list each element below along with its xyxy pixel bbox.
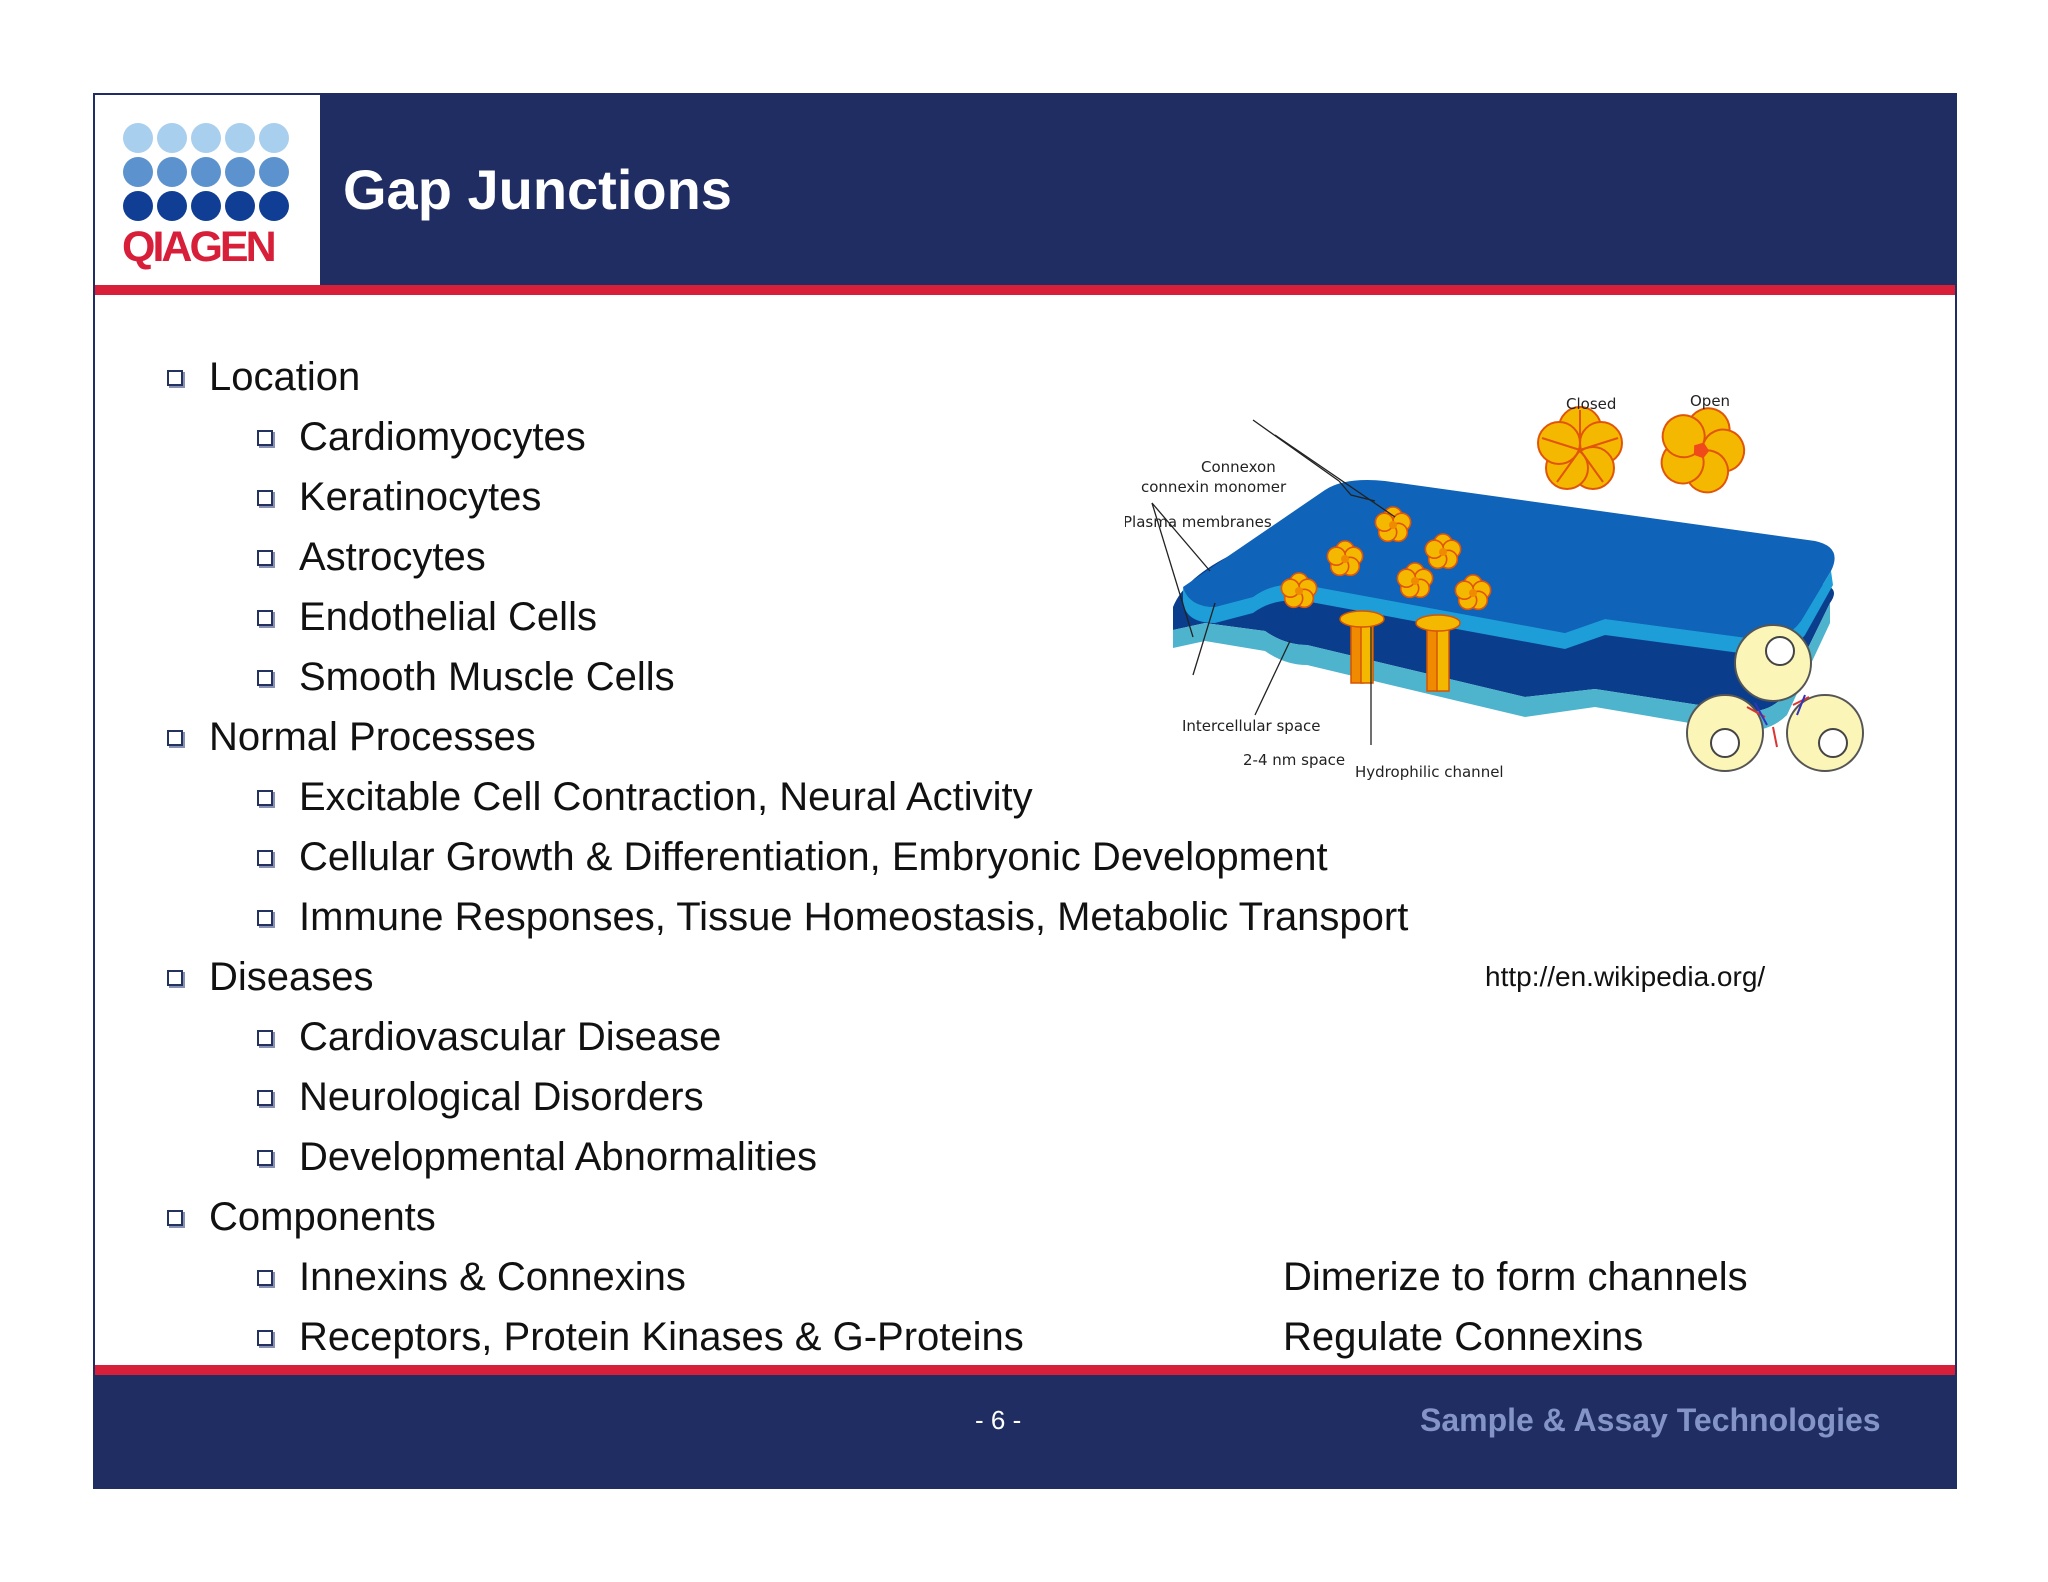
- bullet-normal-processes: [167, 715, 536, 760]
- checkbox-bullet-icon: [167, 970, 183, 986]
- qiagen-logo: [95, 95, 320, 285]
- checkbox-bullet-icon: [257, 550, 273, 566]
- checkbox-bullet-icon: [167, 1210, 183, 1226]
- sub-bullet-text: Cardiovascular Disease: [299, 1015, 722, 1059]
- checkbox-bullet-icon: [167, 370, 183, 386]
- sub-bullet: [257, 1315, 1024, 1360]
- sub-bullet: [257, 1075, 704, 1120]
- sub-bullet-text: Immune Responses, Tissue Homeostasis, Metabolic Transport: [299, 895, 1409, 939]
- label-closed: Closed: [1566, 395, 1617, 413]
- checkbox-bullet-icon: [257, 910, 273, 926]
- logo-wordmark: QIAGEN: [122, 223, 274, 271]
- sub-bullet-text: Cellular Growth & Differentiation, Embryonic Development: [299, 835, 1328, 879]
- sub-bullet-text: Neurological Disorders: [299, 1075, 704, 1119]
- slide-title: Gap Junctions: [343, 158, 732, 221]
- slide: [93, 93, 1957, 1489]
- sub-bullet-text: Developmental Abnormalities: [299, 1135, 818, 1179]
- sub-bullet: [257, 1015, 721, 1060]
- checkbox-bullet-icon: [257, 490, 273, 506]
- open-connexon-icon: [1648, 395, 1755, 501]
- sub-bullet: [257, 415, 586, 460]
- bullet-components: [167, 1195, 436, 1240]
- bullet-text: Normal Processes: [209, 715, 536, 759]
- checkbox-bullet-icon: [257, 1030, 273, 1046]
- checkbox-bullet-icon: [257, 1270, 273, 1286]
- sub-bullet-text: Smooth Muscle Cells: [299, 655, 675, 699]
- sub-bullet: [257, 475, 541, 520]
- checkbox-bullet-icon: [257, 1090, 273, 1106]
- sub-bullet: [257, 1135, 817, 1180]
- checkbox-bullet-icon: [257, 850, 273, 866]
- label-hydrophilic-channel: Hydrophilic channel: [1355, 763, 1504, 781]
- header-red-stripe: [95, 285, 1955, 295]
- label-intercellular-space: Intercellular space: [1182, 717, 1321, 735]
- sub-bullet: [257, 775, 1033, 820]
- sub-bullet-text: Astrocytes: [299, 535, 486, 579]
- checkbox-bullet-icon: [257, 1330, 273, 1346]
- header-bar: [95, 95, 1955, 285]
- sub-bullet: [257, 1255, 686, 1300]
- side-note-regulate: Regulate Connexins: [1283, 1315, 1644, 1359]
- image-credit-link[interactable]: http://en.wikipedia.org/: [1485, 961, 1766, 992]
- closed-connexon-icon: [1538, 407, 1622, 489]
- sub-bullet-text: Innexins & Connexins: [299, 1255, 686, 1299]
- sub-bullet-text: Keratinocytes: [299, 475, 542, 519]
- label-connexon: Connexon: [1201, 458, 1276, 476]
- label-plasma-membranes: Plasma membranes: [1125, 513, 1272, 531]
- bullet-text: Location: [209, 355, 361, 399]
- checkbox-bullet-icon: [257, 670, 273, 686]
- label-connexin-monomer: connexin monomer: [1141, 478, 1287, 496]
- checkbox-bullet-icon: [257, 790, 273, 806]
- bullet-text: Diseases: [209, 955, 374, 999]
- checkbox-bullet-icon: [257, 610, 273, 626]
- checkbox-bullet-icon: [257, 1150, 273, 1166]
- checkbox-bullet-icon: [257, 430, 273, 446]
- sub-bullet: [257, 535, 486, 580]
- logo-dots-icon: [123, 123, 293, 225]
- page-number: - 6 -: [975, 1405, 1022, 1435]
- bullet-diseases: [167, 955, 374, 1000]
- footer-brand: Sample & Assay Technologies: [1420, 1402, 1881, 1438]
- bullet-location: [167, 355, 360, 400]
- label-nm-space: 2-4 nm space: [1243, 751, 1346, 769]
- sub-bullet-text: Receptors, Protein Kinases & G-Proteins: [299, 1315, 1024, 1359]
- side-note-dimerize: Dimerize to form channels: [1283, 1255, 1748, 1299]
- sub-bullet: [257, 835, 1328, 880]
- gap-junction-figure: [1125, 345, 1945, 835]
- footer-bar: [95, 1375, 1955, 1487]
- sub-bullet: [257, 895, 1408, 940]
- checkbox-bullet-icon: [167, 730, 183, 746]
- slide-content: [95, 295, 1955, 1365]
- bullet-text: Components: [209, 1195, 436, 1239]
- sub-bullet: [257, 595, 597, 640]
- sub-bullet-text: Endothelial Cells: [299, 595, 597, 639]
- label-open: Open: [1690, 392, 1731, 410]
- sub-bullet-text: Cardiomyocytes: [299, 415, 586, 459]
- sub-bullet: [257, 655, 675, 700]
- sub-bullet-text: Excitable Cell Contraction, Neural Activity: [299, 775, 1033, 819]
- footer-red-stripe: [95, 1365, 1955, 1375]
